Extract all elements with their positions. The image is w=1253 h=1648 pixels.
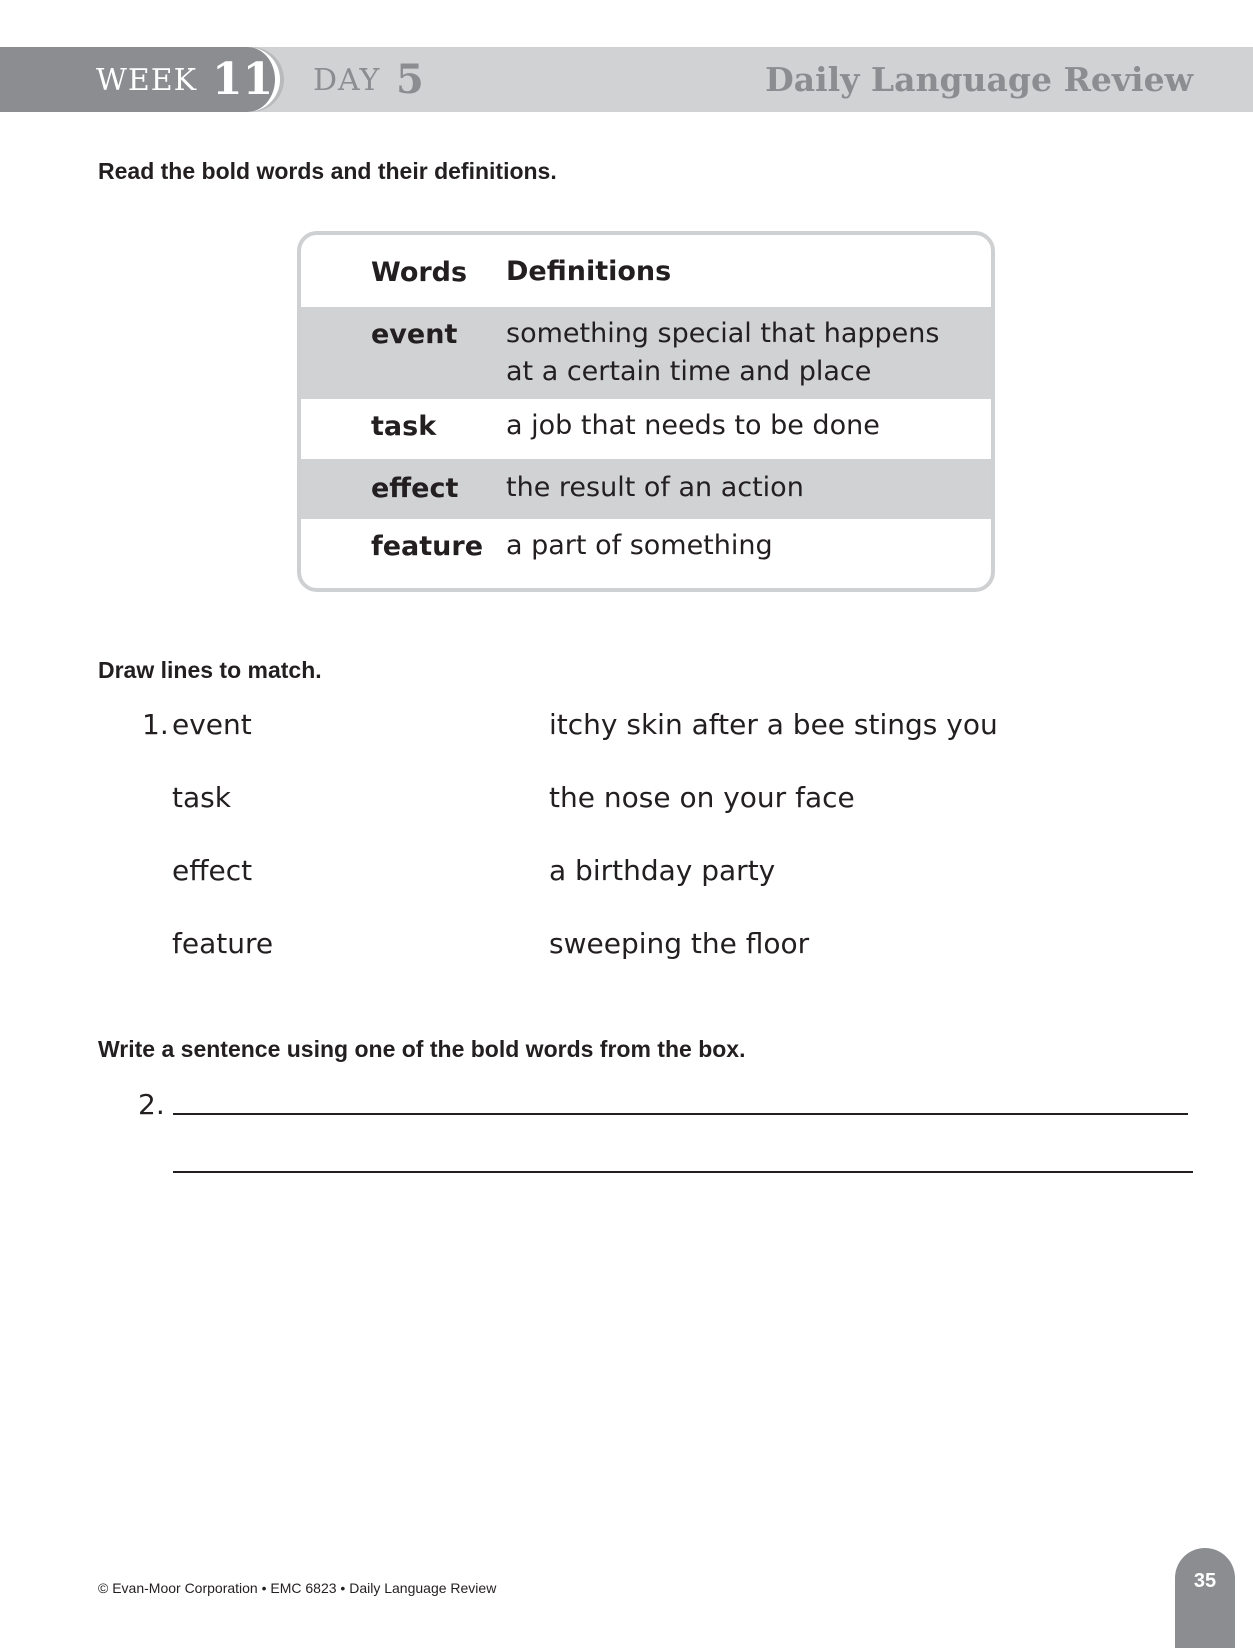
vocab-definition: a job that needs to be done [506, 410, 880, 441]
vocab-row [301, 307, 991, 399]
item-number: 1. [142, 708, 169, 741]
direction-match: Draw lines to match. [98, 657, 322, 683]
footer-copyright: © Evan-Moor Corporation • EMC 6823 • Daily Language Review [98, 1580, 497, 1596]
match-word[interactable]: task [172, 781, 231, 814]
day-number: 5 [396, 56, 424, 103]
writing-line[interactable] [173, 1171, 1193, 1173]
match-word[interactable]: event [172, 708, 252, 741]
match-example[interactable]: a birthday party [549, 854, 776, 887]
vocab-row [301, 459, 991, 519]
vocab-table [297, 231, 995, 592]
match-example[interactable]: the nose on your face [549, 781, 855, 814]
match-example[interactable]: sweeping the floor [549, 927, 810, 960]
day-label: DAY [313, 63, 381, 98]
vocab-definition: a part of something [506, 530, 773, 561]
vocab-word: feature [371, 531, 484, 562]
week-label: WEEK [96, 63, 198, 98]
page-title: Daily Language Review [765, 60, 1193, 99]
vocab-row [301, 519, 991, 592]
vocab-word: event [371, 319, 458, 350]
vocab-definition: something special that happens at a certain time and place [506, 318, 940, 387]
week-number: 11 [212, 54, 274, 105]
vocab-header-row [301, 235, 991, 307]
item-number: 2. [138, 1088, 165, 1121]
match-word[interactable]: feature [172, 927, 274, 960]
page-number: 35 [1193, 1570, 1217, 1592]
direction-read: Read the bold words and their definitions. [98, 158, 557, 184]
header-definitions: Definitions [506, 256, 672, 287]
match-example[interactable]: itchy skin after a bee stings you [549, 708, 998, 741]
vocab-word: task [371, 411, 437, 442]
vocab-row [301, 399, 991, 459]
header-words: Words [371, 257, 468, 288]
direction-write: Write a sentence using one of the bold words from the box. [98, 1036, 746, 1062]
match-word[interactable]: effect [172, 854, 253, 887]
writing-line[interactable] [173, 1113, 1188, 1115]
page-number-tab [1175, 1548, 1235, 1648]
vocab-word: effect [371, 473, 459, 504]
vocab-definition: the result of an action [506, 472, 804, 503]
